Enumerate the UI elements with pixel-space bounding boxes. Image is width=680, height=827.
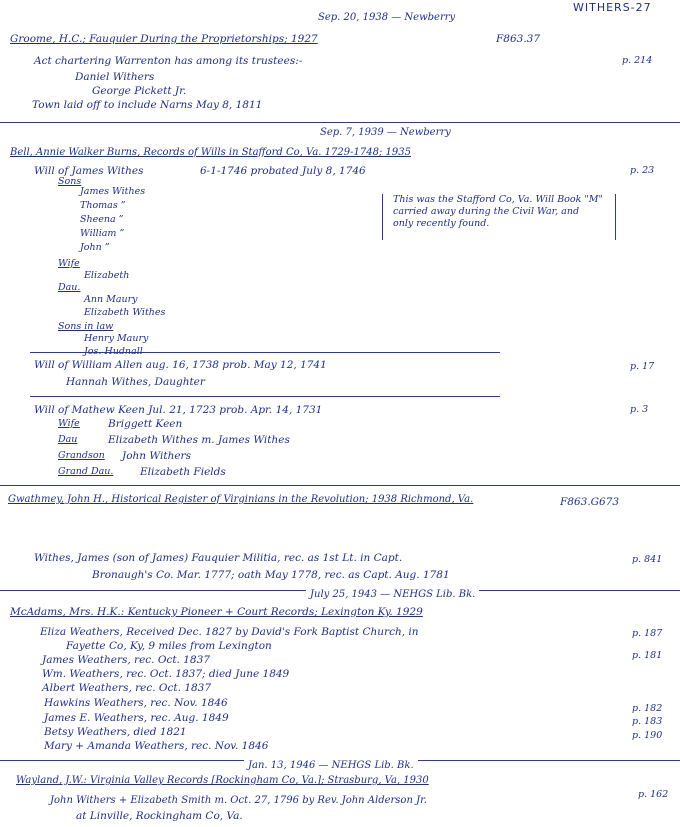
will-dates: 6-1-1746 probated July 8, 1746 [200, 165, 366, 177]
divider [30, 352, 500, 353]
page-ref: p. 162 [638, 789, 669, 800]
card-tag: WITHERS-27 [573, 1, 652, 14]
will-line: Will of William Allen aug. 16, 1738 prob. May 12, 1741 [34, 359, 327, 371]
note-text: carried away during the Civil War, and [393, 206, 580, 217]
note-line: George Pickett Jr. [92, 85, 187, 97]
note-line: Hawkins Weathers, rec. Nov. 1846 [44, 697, 228, 709]
entry-date-header: Sep. 7, 1939 — Newberry [320, 127, 451, 138]
note-line: Eliza Weathers, Received Dec. 1827 by David's Fork Baptist Church, in [40, 626, 419, 638]
heir-name: Ann Maury [84, 294, 138, 305]
divider [0, 122, 680, 123]
heir-name: Elizabeth Fields [140, 466, 226, 478]
note-line: James Weathers, rec. Oct. 1837 [42, 654, 210, 666]
page-ref: p. 183 [632, 716, 663, 727]
heir-name: Elizabeth [84, 270, 130, 281]
note-text: only recently found. [393, 218, 490, 229]
heir-name: Briggett Keen [108, 418, 183, 430]
heir-name: Sheena ” [80, 214, 124, 225]
relation-label: Wife [58, 258, 80, 269]
heir-name: Jos. Hudnall [84, 346, 143, 357]
note-line: Daniel Withers [75, 71, 155, 83]
note-line: Hannah Withes, Daughter [66, 376, 205, 388]
relation-label: Sons [58, 176, 82, 187]
note-line: Mary + Amanda Weathers, rec. Nov. 1846 [44, 740, 269, 752]
divider [30, 396, 500, 397]
note-line: Wm. Weathers, rec. Oct. 1837; died June 1849 [42, 668, 290, 680]
will-line: Will of Mathew Keen Jul. 21, 1723 prob. Apr. 14, 1731 [34, 404, 323, 416]
note-line: Fayette Co, Ky, 9 miles from Lexington [66, 640, 272, 652]
entry-date-header: Jan. 13, 1946 — NEHGS Lib. Bk. [244, 760, 418, 772]
source-citation: Wayland, J.W.: Virginia Valley Records [Rockingham Co, Va.]; Strasburg, Va, 1930 [16, 775, 429, 786]
call-number: F863.G673 [560, 496, 620, 508]
page-ref: p. 17 [630, 361, 655, 372]
note-line: Albert Weathers, rec. Oct. 1837 [42, 682, 212, 694]
page-ref: p. 841 [632, 554, 663, 565]
relation-label: Wife [58, 418, 80, 429]
heir-name: John ” [80, 242, 110, 253]
note-line: Betsy Weathers, died 1821 [44, 726, 187, 738]
source-citation: McAdams, Mrs. H.K.: Kentucky Pioneer + Court Records; Lexington Ky. 1929 [10, 606, 423, 618]
note-line: Bronaugh's Co. Mar. 1777; oath May 1778, rec. as Capt. Aug. 1781 [92, 569, 450, 581]
note-line: Town laid off to include Narns May 8, 1811 [32, 99, 263, 111]
bracketed-note [382, 194, 616, 240]
note-text: This was the Stafford Co, Va. Will Book "M" [393, 194, 603, 205]
heir-name: Thomas ” [80, 200, 126, 211]
entry-date-header: July 25, 1943 — NEHGS Lib. Bk. [306, 589, 479, 601]
relation-label: Dau [58, 434, 78, 445]
page-ref: p. 187 [632, 628, 663, 639]
source-citation: Gwathmey, John H., Historical Register of Virginians in the Revolution; 1938 Richmond, Va. [8, 494, 474, 505]
page-ref: p. 182 [632, 703, 663, 714]
heir-name: Henry Maury [84, 333, 149, 344]
divider [0, 485, 680, 486]
heir-name: James Withes [80, 186, 146, 197]
page-ref: p. 3 [630, 404, 649, 415]
note-line: James E. Weathers, rec. Aug. 1849 [44, 712, 229, 724]
page-ref: p. 190 [632, 730, 663, 741]
call-number: F863.37 [496, 33, 541, 45]
source-citation: Groome, H.C.; Fauquier During the Proprietorships; 1927 [10, 33, 318, 45]
source-citation: Bell, Annie Walker Burns, Records of Wills in Stafford Co, Va. 1729-1748; 1935 [10, 147, 411, 158]
note-line: at Linville, Rockingham Co, Va. [76, 810, 243, 822]
note-line: Withes, James (son of James) Fauquier Militia, rec. as 1st Lt. in Capt. [34, 552, 403, 564]
heir-name: Elizabeth Withes m. James Withes [108, 434, 290, 446]
relation-label: Grand Dau. [58, 466, 114, 477]
page-ref: p. 181 [632, 650, 663, 661]
heir-name: William ” [80, 228, 125, 239]
heir-name: Elizabeth Withes [84, 307, 166, 318]
heir-name: John Withers [122, 450, 191, 462]
page-ref: p. 214 [622, 55, 653, 66]
note-line: Act chartering Warrenton has among its trustees:- [34, 55, 303, 67]
note-line: John Withers + Elizabeth Smith m. Oct. 27, 1796 by Rev. John Alderson Jr. [50, 795, 427, 806]
relation-label: Grandson [58, 450, 105, 461]
relation-label: Dau. [58, 282, 81, 293]
page-ref: p. 23 [630, 165, 655, 176]
will-line: Will of James Withes [34, 165, 144, 177]
entry-date-header: Sep. 20, 1938 — Newberry [318, 12, 456, 23]
relation-label: Sons in law [58, 321, 114, 332]
